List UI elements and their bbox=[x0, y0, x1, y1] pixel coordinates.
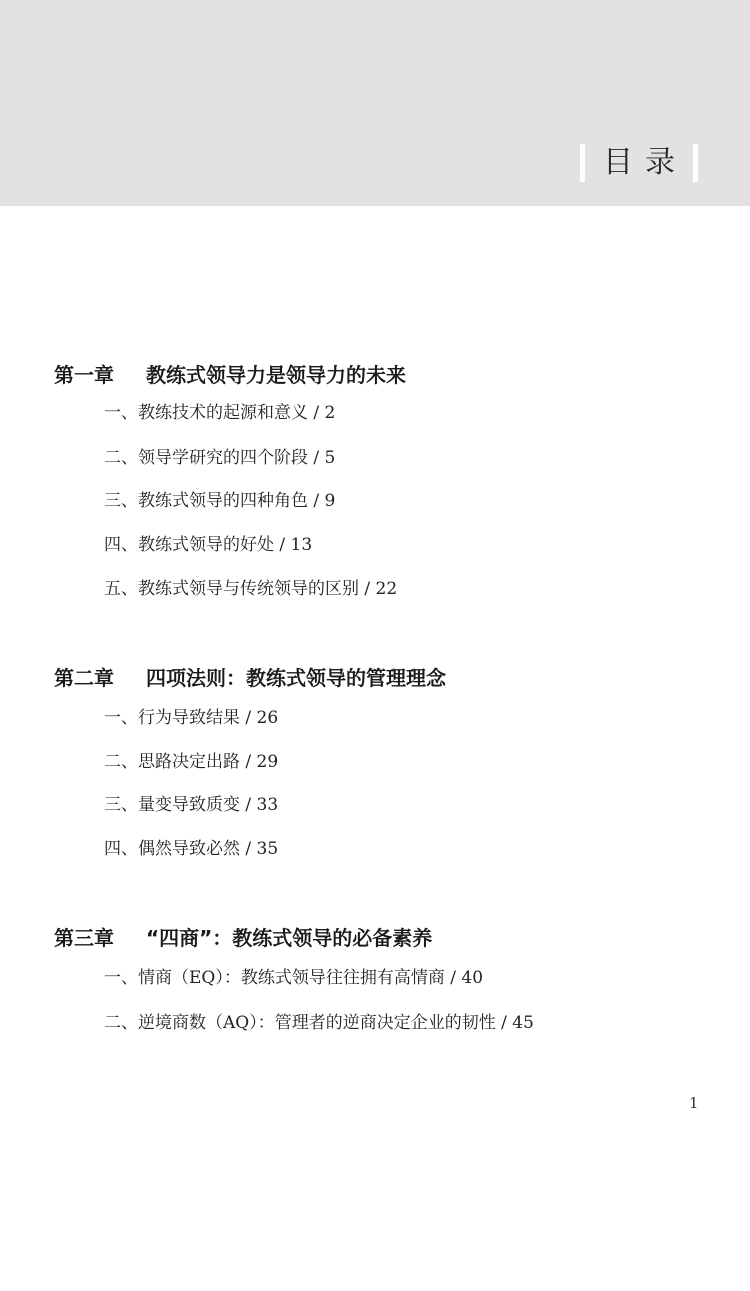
chapter-number: 第三章 bbox=[54, 926, 114, 950]
toc-entry[interactable]: 五、教练式领导与传统领导的区别 / 22 bbox=[104, 579, 398, 599]
chapter-title: 四项法则：教练式领导的管理理念 bbox=[146, 666, 446, 690]
toc-entry[interactable]: 二、领导学研究的四个阶段 / 5 bbox=[104, 448, 336, 468]
title-block bbox=[580, 143, 698, 183]
toc-entry[interactable]: 一、行为导致结果 / 26 bbox=[104, 708, 279, 728]
toc-entry[interactable]: 二、逆境商数（AQ）：管理者的逆商决定企业的韧性 / 45 bbox=[104, 1013, 534, 1033]
page-number: 1 bbox=[689, 1094, 699, 1112]
chapter-1-heading[interactable] bbox=[54, 361, 406, 389]
chapter-title: 教练式领导力是领导力的未来 bbox=[146, 363, 406, 387]
title-bar-right bbox=[693, 144, 698, 182]
chapter-2-heading[interactable] bbox=[54, 664, 446, 692]
toc-entry[interactable]: 三、教练式领导的四种角色 / 9 bbox=[104, 491, 336, 511]
toc-entry[interactable]: 二、思路决定出路 / 29 bbox=[104, 752, 279, 772]
toc-entry[interactable]: 三、量变导致质变 / 33 bbox=[104, 795, 279, 815]
chapter-number: 第一章 bbox=[54, 363, 114, 387]
header-band bbox=[0, 0, 750, 206]
toc-entry[interactable]: 四、教练式领导的好处 / 13 bbox=[104, 535, 313, 555]
toc-entry[interactable]: 一、情商（EQ）：教练式领导往往拥有高情商 / 40 bbox=[104, 968, 484, 988]
chapter-number: 第二章 bbox=[54, 666, 114, 690]
toc-entry[interactable]: 四、偶然导致必然 / 35 bbox=[104, 839, 279, 859]
toc-entry[interactable]: 一、教练技术的起源和意义 / 2 bbox=[104, 403, 336, 423]
page-title: 目录 bbox=[603, 145, 687, 180]
chapter-3-heading[interactable] bbox=[54, 924, 432, 952]
chapter-title: “四商”：教练式领导的必备素养 bbox=[146, 926, 433, 950]
